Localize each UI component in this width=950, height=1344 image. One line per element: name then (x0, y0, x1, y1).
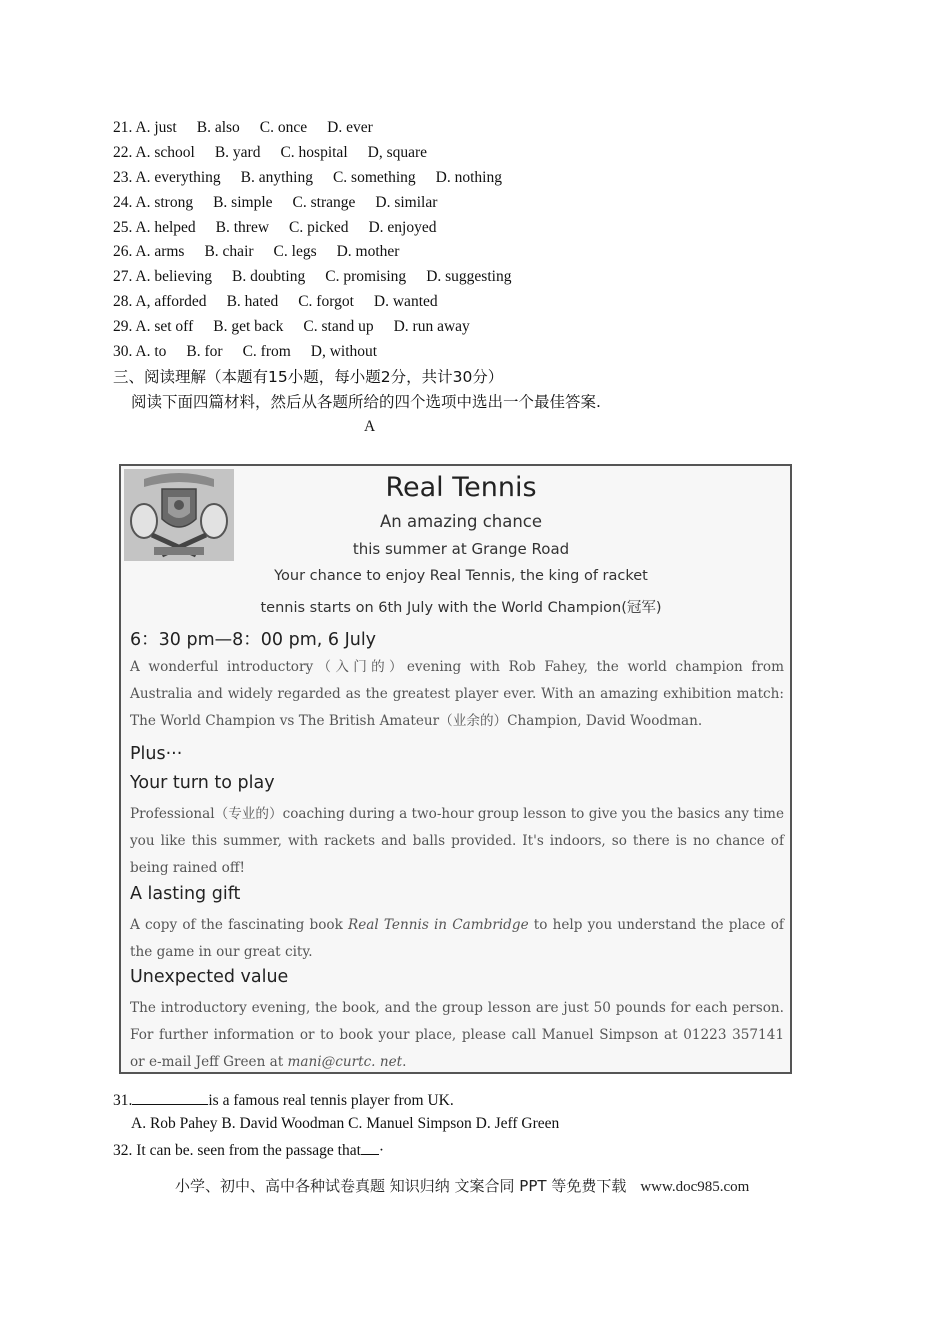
option-row-29: 29. A. set off B. get back C. stand up D. run away (113, 318, 470, 336)
book-title: Real Tennis in Cambridge (348, 917, 529, 933)
turn-heading: Your turn to play (130, 773, 275, 793)
option-row-23: 23. A. everything B. anything C. something D. nothing (113, 168, 502, 186)
option-row-26: 26. A. arms B. chair C. legs D. mother (113, 243, 400, 261)
answer-blank (132, 1088, 208, 1105)
event-time-heading: 6：30 pm—8：00 pm, 6 July (130, 630, 377, 650)
ad-location: this summer at Grange Road (352, 540, 570, 558)
option-row-28: 28. A, afforded B. hated C. forgot D. wanted (113, 293, 438, 311)
plus-heading: Plus··· (130, 744, 183, 764)
option-row-27: 27. A. believing B. doubting C. promising D. suggesting (113, 268, 512, 286)
ad-intro-line-1: Your chance to enjoy Real Tennis, the king of racket (274, 568, 648, 584)
question-32: 32. It can be. seen from the passage that · (113, 1138, 384, 1162)
value-heading: Unexpected value (130, 967, 289, 987)
instruction-text: 阅读下面四篇材料，然后从各题所给的四个选项中选出一个最佳答案. (131, 393, 601, 411)
answer-options-list (113, 116, 813, 365)
answer-blank-32 (361, 1138, 379, 1155)
gift-heading: A lasting gift (130, 884, 241, 904)
gift-description: A copy of the fascinating book Real Tennis in Cambridge to help you understand the place of the game in our great city. (130, 917, 784, 960)
passage-label: A (364, 418, 376, 435)
option-row-22: 22. A. school B. yard C. hospital D, square (113, 143, 428, 161)
ad-title: Real Tennis (385, 472, 537, 503)
page-footer: 小学、初中、高中各种试卷真题 知识归纳 文案合同 PPT 等免费下载 www.doc985.com (175, 1177, 750, 1195)
club-crest-logo (124, 469, 234, 561)
contact-email: mani@curtc. net (287, 1054, 403, 1070)
crest-rackets-icon (124, 469, 234, 561)
question-31: 31. is a famous real tennis player from UK. (113, 1088, 454, 1112)
event-description: A wonderful introductory（入门的）evening with Rob Fahey, the world champion from Australia and widely regarded as the greatest player ever. With an amazing exhibition match: The World Champion vs The British Amateur（业余的）Champion, David Woodman. (130, 659, 784, 729)
turn-description: Professional（专业的）coaching during a two-hour group lesson to give you the basics any time you like this summer, with rackets and balls provided. It's indoors, so there is no chance of being rained off! (130, 806, 784, 876)
ad-subtitle: An amazing chance (379, 512, 543, 531)
option-row-25: 25. A. helped B. threw C. picked D. enjoyed (113, 218, 437, 236)
option-row-24: 24. A. strong B. simple C. strange D. similar (113, 193, 438, 211)
ad-intro-line-2: tennis starts on 6th July with the World Champion(冠军) (260, 600, 662, 616)
option-row-30: 30. A. to B. for C. from D, without (113, 343, 378, 361)
section-title: 三、阅读理解（本题有15小题，每小题2分，共计30分） (113, 368, 504, 386)
question-31-choices: A. Rob Pahey B. David Woodman C. Manuel Simpson D. Jeff Green (131, 1115, 560, 1132)
real-tennis-advertisement (119, 464, 792, 1074)
footer-url: www.doc985.com (640, 1179, 750, 1195)
option-row-21: 21. A. just B. also C. once D. ever (113, 119, 373, 136)
value-description: The introductory evening, the book, and the group lesson are just 50 pounds for each person. For further information or to book your place, please call Manuel Simpson at 01223 357141 or e-mail Jeff Green at mani@curtc. net. (130, 1000, 784, 1070)
